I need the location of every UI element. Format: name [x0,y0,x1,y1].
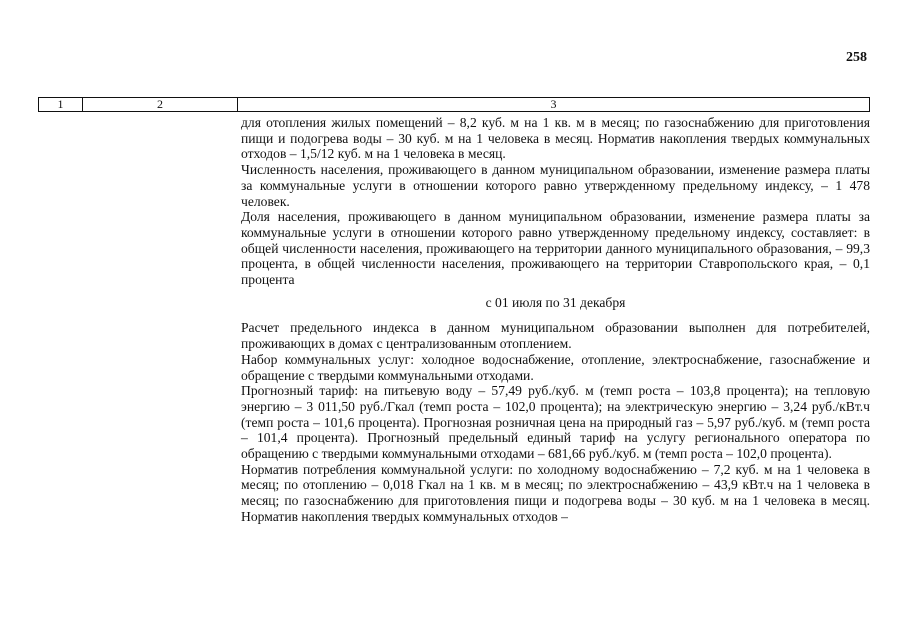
paragraph: Прогнозный тариф: на питьевую воду – 57,49 руб./куб. м (темп роста – 103,8 процента); на тепловую энергию – 3 011,50 руб./Гкал (темп роста – 102,0 процента); на электрическую энергию – 3,24 руб./кВт.ч (темп роста – 101,6 процента). Прогнозная розничная цена на природный газ – 5,97 руб./куб. м (темп роста – 101,4 процента). Прогнозный предельный единый тариф на услугу регионального оператора по обращению с твердыми коммунальными отходами – 681,66 руб./куб. м (темп роста – 102,0 процента). [241,383,870,462]
document-body [241,115,870,525]
paragraph: для отопления жилых помещений – 8,2 куб. м на 1 кв. м в месяц; по газоснабжению для приготовления пищи и подогрева воды – 30 куб. м на 1 человека в месяц. Норматив накопления твердых коммунальных отходов – 1,5/12 куб. м на 1 человека в месяц. [241,115,870,162]
paragraph: Доля населения, проживающего в данном муниципальном образовании, изменение размера платы за коммунальные услуги в отношении которого равно утвержденному предельному индексу, составляет: в общей численности населения, проживающего на территории данного муниципального образования, – 99,3 процента, в общей численности населения, проживающего на территории Ставропольского края, – 0,1 процента [241,209,870,288]
table-header-col-3: 3 [550,97,557,111]
page-number: 258 [846,50,867,65]
table-header-col-2: 2 [157,97,163,111]
paragraph: Набор коммунальных услуг: холодное водоснабжение, отопление, электроснабжение, газоснабжение и обращение с твердыми коммунальными отходами. [241,351,870,383]
paragraph: Норматив потребления коммунальной услуги: по холодному водоснабжению – 7,2 куб. м на 1 человека в месяц; по отоплению – 0,018 Гкал на 1 кв. м в месяц; по электроснабжению – 43,9 кВт.ч на 1 человека в месяц; по газоснабжению для приготовления пищи и подогрева воды – 30 куб. м на 1 человека в месяц. Норматив накопления твердых коммунальных отходов – [241,461,870,524]
paragraph: Расчет предельного индекса в данном муниципальном образовании выполнен для потребителей, проживающих в домах с централизованным отоплением. [241,320,870,352]
table-header-row [38,97,870,112]
paragraph: Численность населения, проживающего в данном муниципальном образовании, изменение размера платы за коммунальные услуги в отношении которого равно утвержденному предельному индексу, – 1 478 человек. [241,162,870,209]
table-header-col-1: 1 [57,97,64,111]
section-heading: с 01 июля по 31 декабря [485,294,626,310]
